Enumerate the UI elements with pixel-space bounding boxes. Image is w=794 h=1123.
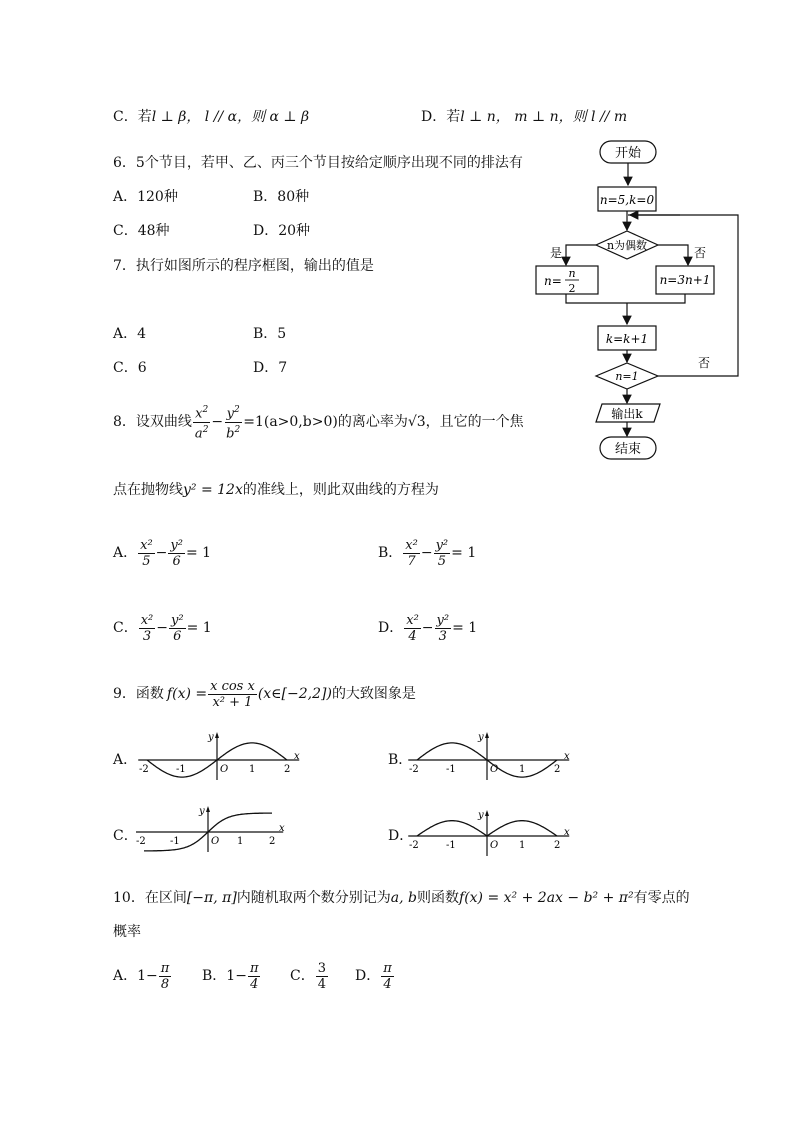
tick-label-2: 2 [269,836,276,847]
q9-graph-d [409,806,582,858]
flow-init-label: n=5,k=0 [599,193,655,207]
y-axis-label: y [478,732,484,743]
flow-odd-label: n=3n+1 [659,273,711,287]
q6-option-a: A．120种 [113,189,178,205]
q7-option-a: A．4 [113,326,147,342]
x-axis-label: x [564,827,570,838]
q10-option-d: D． $\frac{\pi}{4}$ [355,960,392,992]
flow-yes-label: 是 [550,246,563,260]
q8-parabola: y² = 12x [183,482,243,498]
y-axis-label: y [208,732,214,743]
y-axis-label: y [199,806,205,817]
tick-label-1: 1 [249,764,256,775]
flow-increment-label: k=k+1 [605,332,649,346]
q8-option-c: C． $\frac{\text{x²}}{3}$ − $\frac{\text{y²}}{6}$ = 1 [113,612,212,644]
q9-graph-b [409,728,582,780]
flow-no-label: 否 [694,246,707,260]
tick-label-minus-1: -1 [176,764,186,775]
x-axis-label: x [294,751,300,762]
x-axis-label: x [564,751,570,762]
tick-label-2: 2 [284,764,291,775]
q9-graph-c [136,802,296,858]
q10-option-b: B．1− $\frac{\pi}{4}$ [202,960,259,992]
x-axis-label: x [279,823,285,834]
q9-option-d-label: D． [388,828,414,844]
q10-stem: 10．在区间[−π, π]内随机取两个数分别记为a, b则函数f(x) = x² + 2ax − b² + π²有零点的 [113,890,690,906]
origin-label: O [211,836,220,847]
tick-label-minus-1: -1 [446,840,456,851]
q6-option-c: C．48种 [113,223,170,239]
q9-option-c-label: C． [113,828,138,844]
flow-start-label: 开始 [614,146,642,161]
tick-label-2: 2 [554,840,561,851]
flowchart [530,135,750,465]
tick-label-minus-2: -2 [409,840,419,851]
q6-stem: 6．5个节目，若甲、乙、丙三个节目按给定顺序出现不同的排法有 [113,155,523,171]
flow-even-num: n [568,267,576,280]
q7-option-d: D．7 [253,360,288,376]
origin-label: O [490,764,499,775]
tick-label-minus-2: -2 [139,764,149,775]
q7-option-b: B．5 [253,326,287,342]
tick-label-minus-1: -1 [446,764,456,775]
origin-label: O [490,840,499,851]
q8-sqrt3: √3 [407,414,426,430]
q8-frac-x: $\frac{x^2}{a^2}$ [194,405,209,441]
q5-option-c: C．若l ⊥ β， l // α，则 α ⊥ β [113,109,310,125]
flow-end-label: 结束 [614,442,642,457]
tick-label-1: 1 [519,840,526,851]
flow-decision-one-label: n=1 [615,370,639,383]
q9-graph-a [140,728,310,780]
tick-label-minus-2: -2 [136,836,146,847]
tick-label-minus-1: -1 [170,836,180,847]
q10-option-a: A．1− $\frac{\pi}{8}$ [113,960,170,992]
y-axis-label: y [478,810,484,821]
q10-stem-line2: 概率 [113,924,141,940]
flow-decision-even-label: n为偶数 [606,239,648,252]
q9-stem: 9．函数 f(x) = $\frac{\text{x cos x}}{\text{x² + 1}}$ (x∈[−2,2]) 的大致图象是 [113,678,416,710]
q5-option-d-math: l ⊥ n， m ⊥ n，则 l // m [460,109,628,125]
y-axis-arrow [485,810,489,816]
q6-option-b: B．80种 [253,189,310,205]
tick-label-1: 1 [237,836,244,847]
q7-stem: 7．执行如图所示的程序框图，输出的值是 [113,258,374,274]
q8-stem: 8．设双曲线 $\frac{x^2}{a^2}$ − $\frac{y^2}{b^2}$ =1(a>0,b>0)的离心率为 √3 ，且它的一个焦 [113,405,524,441]
q5-option-c-math: l ⊥ β， l // α，则 α ⊥ β [151,109,310,125]
y-axis-arrow [485,732,489,738]
q5-option-d: D．若l ⊥ n， m ⊥ n，则 l // m [421,109,628,125]
y-axis-arrow [215,732,219,738]
q6-option-d: D．20种 [253,223,311,239]
q8-option-a: A． $\frac{\text{x²}}{5}$ − $\frac{\text{y²}}{6}$ = 1 [113,537,212,569]
q7-option-c: C．6 [113,360,147,376]
origin-label: O [220,764,229,775]
q8-stem-line2: 点在抛物线y² = 12x的准线上，则此双曲线的方程为 [113,482,439,498]
flow-even-den: 2 [568,282,576,295]
q8-option-d: D． $\frac{\text{x²}}{4}$ − $\frac{\text{y²}}{3}$ = 1 [378,612,478,644]
q8-option-b: B． $\frac{\text{x²}}{7}$ − $\frac{\text{y²}}{5}$ = 1 [378,537,477,569]
tick-label-1: 1 [519,764,526,775]
q9-option-b-label: B． [388,752,413,768]
q9-option-a-label: A． [113,752,138,768]
q8-frac-y: $\frac{y^2}{b^2}$ [226,405,241,441]
tick-label-2: 2 [554,764,561,775]
y-axis-arrow [206,806,210,812]
tick-label-minus-2: -2 [409,764,419,775]
flow-output-label: 输出k [611,407,643,421]
q10-option-c: C． $\frac{3}{4}$ [290,960,326,992]
flow-no2-label: 否 [698,356,711,370]
flow-even-prefix: n= [544,274,562,288]
